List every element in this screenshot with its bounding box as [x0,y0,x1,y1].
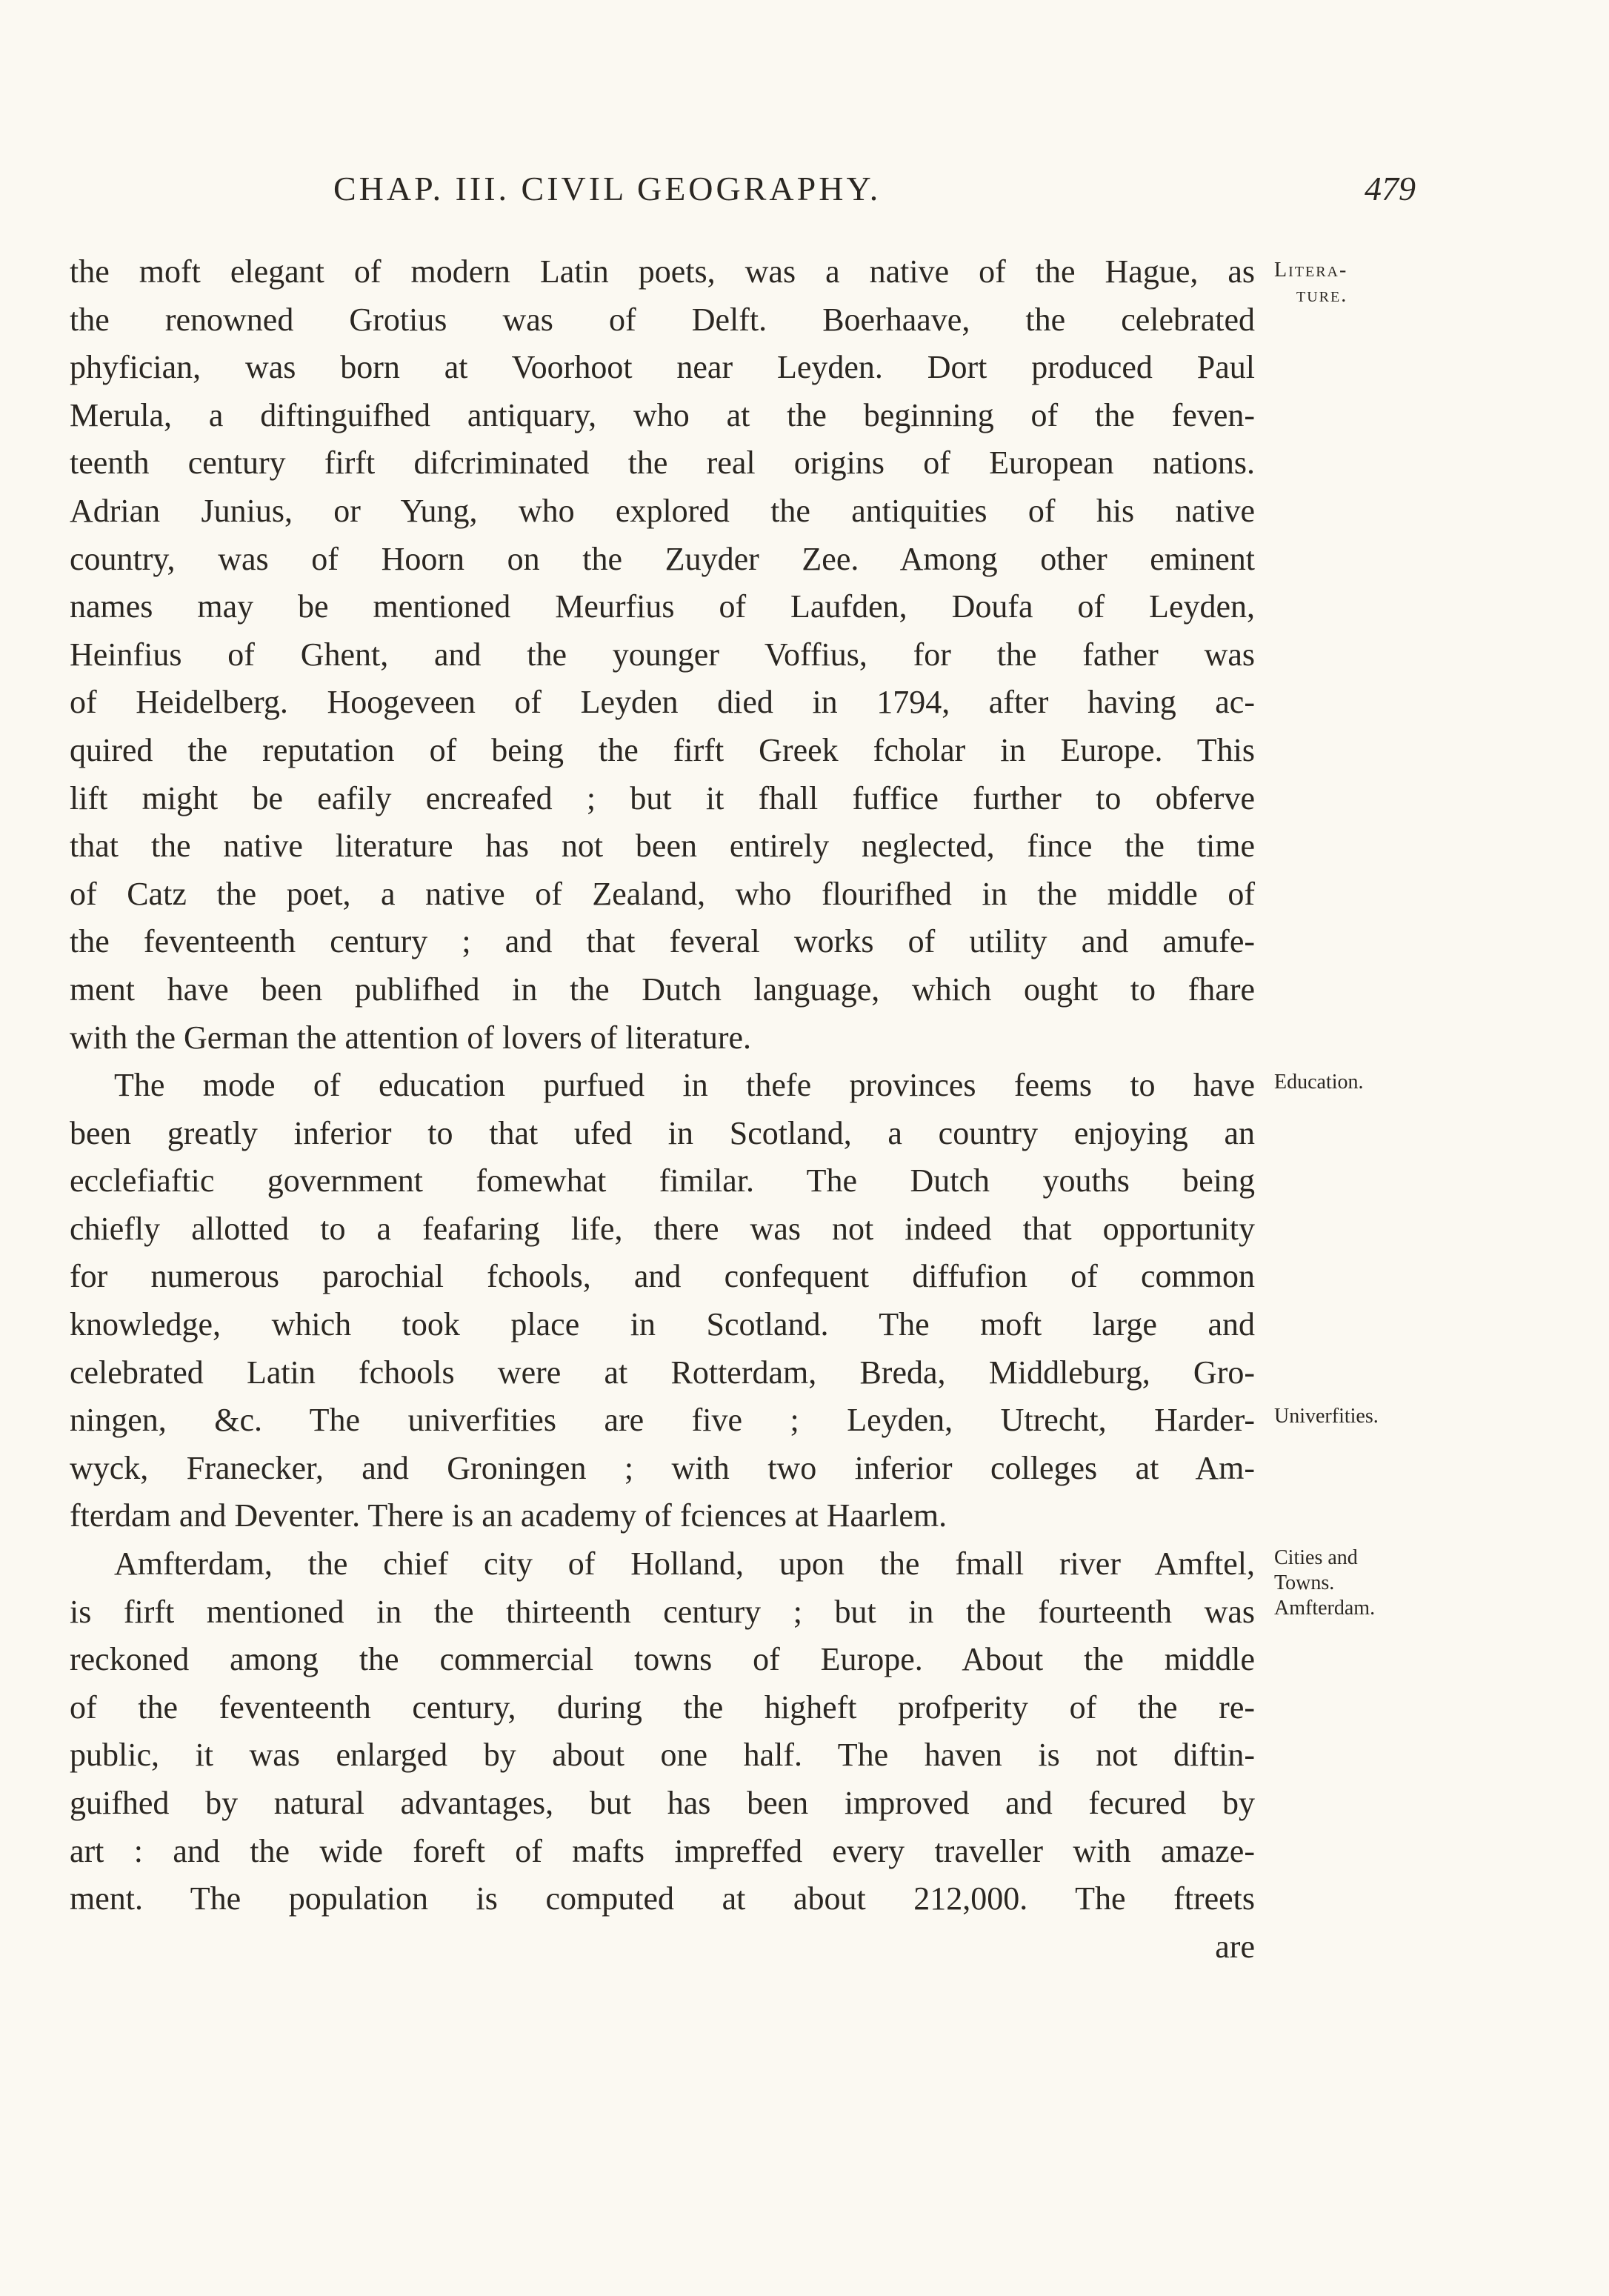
text-line: Amfterdam, the chief city of Holland, upon the fmall river Amftel, [114,1545,1255,1583]
text-line: public, it was enlarged by about one half. The haven is not diftin- [70,1737,1255,1774]
text-line: ment. The population is computed at about 212,000. The ftreets [70,1880,1255,1917]
text-line: The mode of education purfued in thefe provinces feems to have [114,1067,1255,1104]
text-line: the feventeenth century ; and that feveral works of utility and amufe- [70,923,1255,960]
text-line: guifhed by natural advantages, but has been improved and fecured by [70,1785,1255,1821]
text-line: Adrian Junius, or Yung, who explored the antiquities of his native [70,492,1255,529]
text-line: wyck, Franecker, and Groningen ; with two inferior colleges at Am- [70,1449,1255,1486]
text-line: of the feventeenth century, during the higheft profperity of the re- [70,1688,1255,1726]
body-text [70,248,1255,1971]
margin-note-cities-line-3: Amfterdam. [1274,1597,1376,1620]
margin-note-literature-line-1: Litera- [1274,259,1348,282]
text-line: quired the reputation of being the firft Greek fcholar in Europe. This [70,731,1255,768]
text-line: chiefly allotted to a feafaring life, there was not indeed that opportunity [70,1210,1255,1247]
text-line: the renowned Grotius was of Delft. Boerhaave, the celebrated [70,301,1255,338]
margin-note-universities [1274,1404,1437,1429]
margin-note-literature-line-2: ture. [1296,284,1348,307]
text-line: that the native literature has not been entirely neglected, fince the time [70,828,1255,865]
text-line: ningen, &c. The univerfities are five ; Leyden, Utrecht, Harder- [70,1402,1255,1439]
margin-note-universities-line-1: Univerfities. [1274,1405,1379,1428]
text-line: celebrated Latin fchools were at Rotterdam, Breda, Middleburg, Gro- [70,1354,1255,1391]
margin-note-education-line-1: Education. [1274,1071,1364,1094]
text-line: fterdam and Deventer. There is an academy of fciences at Haarlem. [70,1497,947,1534]
text-line: been greatly inferior to that ufed in Scotland, a country enjoying an [70,1114,1255,1151]
text-line: Heinfius of Ghent, and the younger Voffius, for the father was [70,636,1255,673]
text-line: phyfician, was born at Voorhoot near Leyden. Dort produced Paul [70,349,1255,386]
text-line: is firft mentioned in the thirteenth century ; but in the fourteenth was [70,1593,1255,1630]
text-line: with the German the attention of lovers of literature. [70,1019,752,1056]
page-number: 479 [1365,170,1416,207]
text-line: ecclefiaftic government fomewhat fimilar. The Dutch youths being [70,1162,1255,1199]
text-line: the moft elegant of modern Latin poets, was a native of the Hague, as [70,253,1255,290]
margin-note-cities-line-1: Cities and [1274,1546,1358,1569]
text-line: country, was of Hoorn on the Zuyder Zee. Among other eminent [70,540,1255,577]
text-line: of Catz the poet, a native of Zealand, who flourifhed in the middle of [70,875,1255,912]
chapter-title: CHAP. III. CIVIL GEOGRAPHY. [333,170,882,207]
text-line: of Heidelberg. Hoogeveen of Leyden died in 1794, after having ac- [70,684,1255,721]
text-line: teenth century firft difcriminated the real origins of European nations. [70,445,1255,482]
text-line: knowledge, which took place in Scotland. The moft large and [70,1306,1255,1343]
text-line: reckoned among the commercial towns of Europe. About the middle [70,1641,1255,1678]
margin-note-education [1274,1070,1437,1095]
text-line: ment have been publifhed in the Dutch language, which ought to fhare [70,971,1255,1008]
margin-note-literature [1274,258,1437,308]
text-line: lift might be eafily encreafed ; but it fhall fuffice further to obferve [70,779,1255,816]
running-head [0,169,1609,221]
text-line: are [1215,1928,1255,1965]
text-line: art : and the wide foreft of mafts impreffed every traveller with amaze- [70,1832,1255,1869]
margin-note-cities-line-2: Towns. [1274,1571,1335,1594]
margin-note-cities [1274,1545,1437,1621]
text-line: names may be mentioned Meurfius of Laufden, Doufa of Leyden, [70,588,1255,625]
text-line: Merula, a diftinguifhed antiquary, who at the beginning of the feven- [70,396,1255,433]
text-line: for numerous parochial fchools, and confequent diffufion of common [70,1258,1255,1295]
